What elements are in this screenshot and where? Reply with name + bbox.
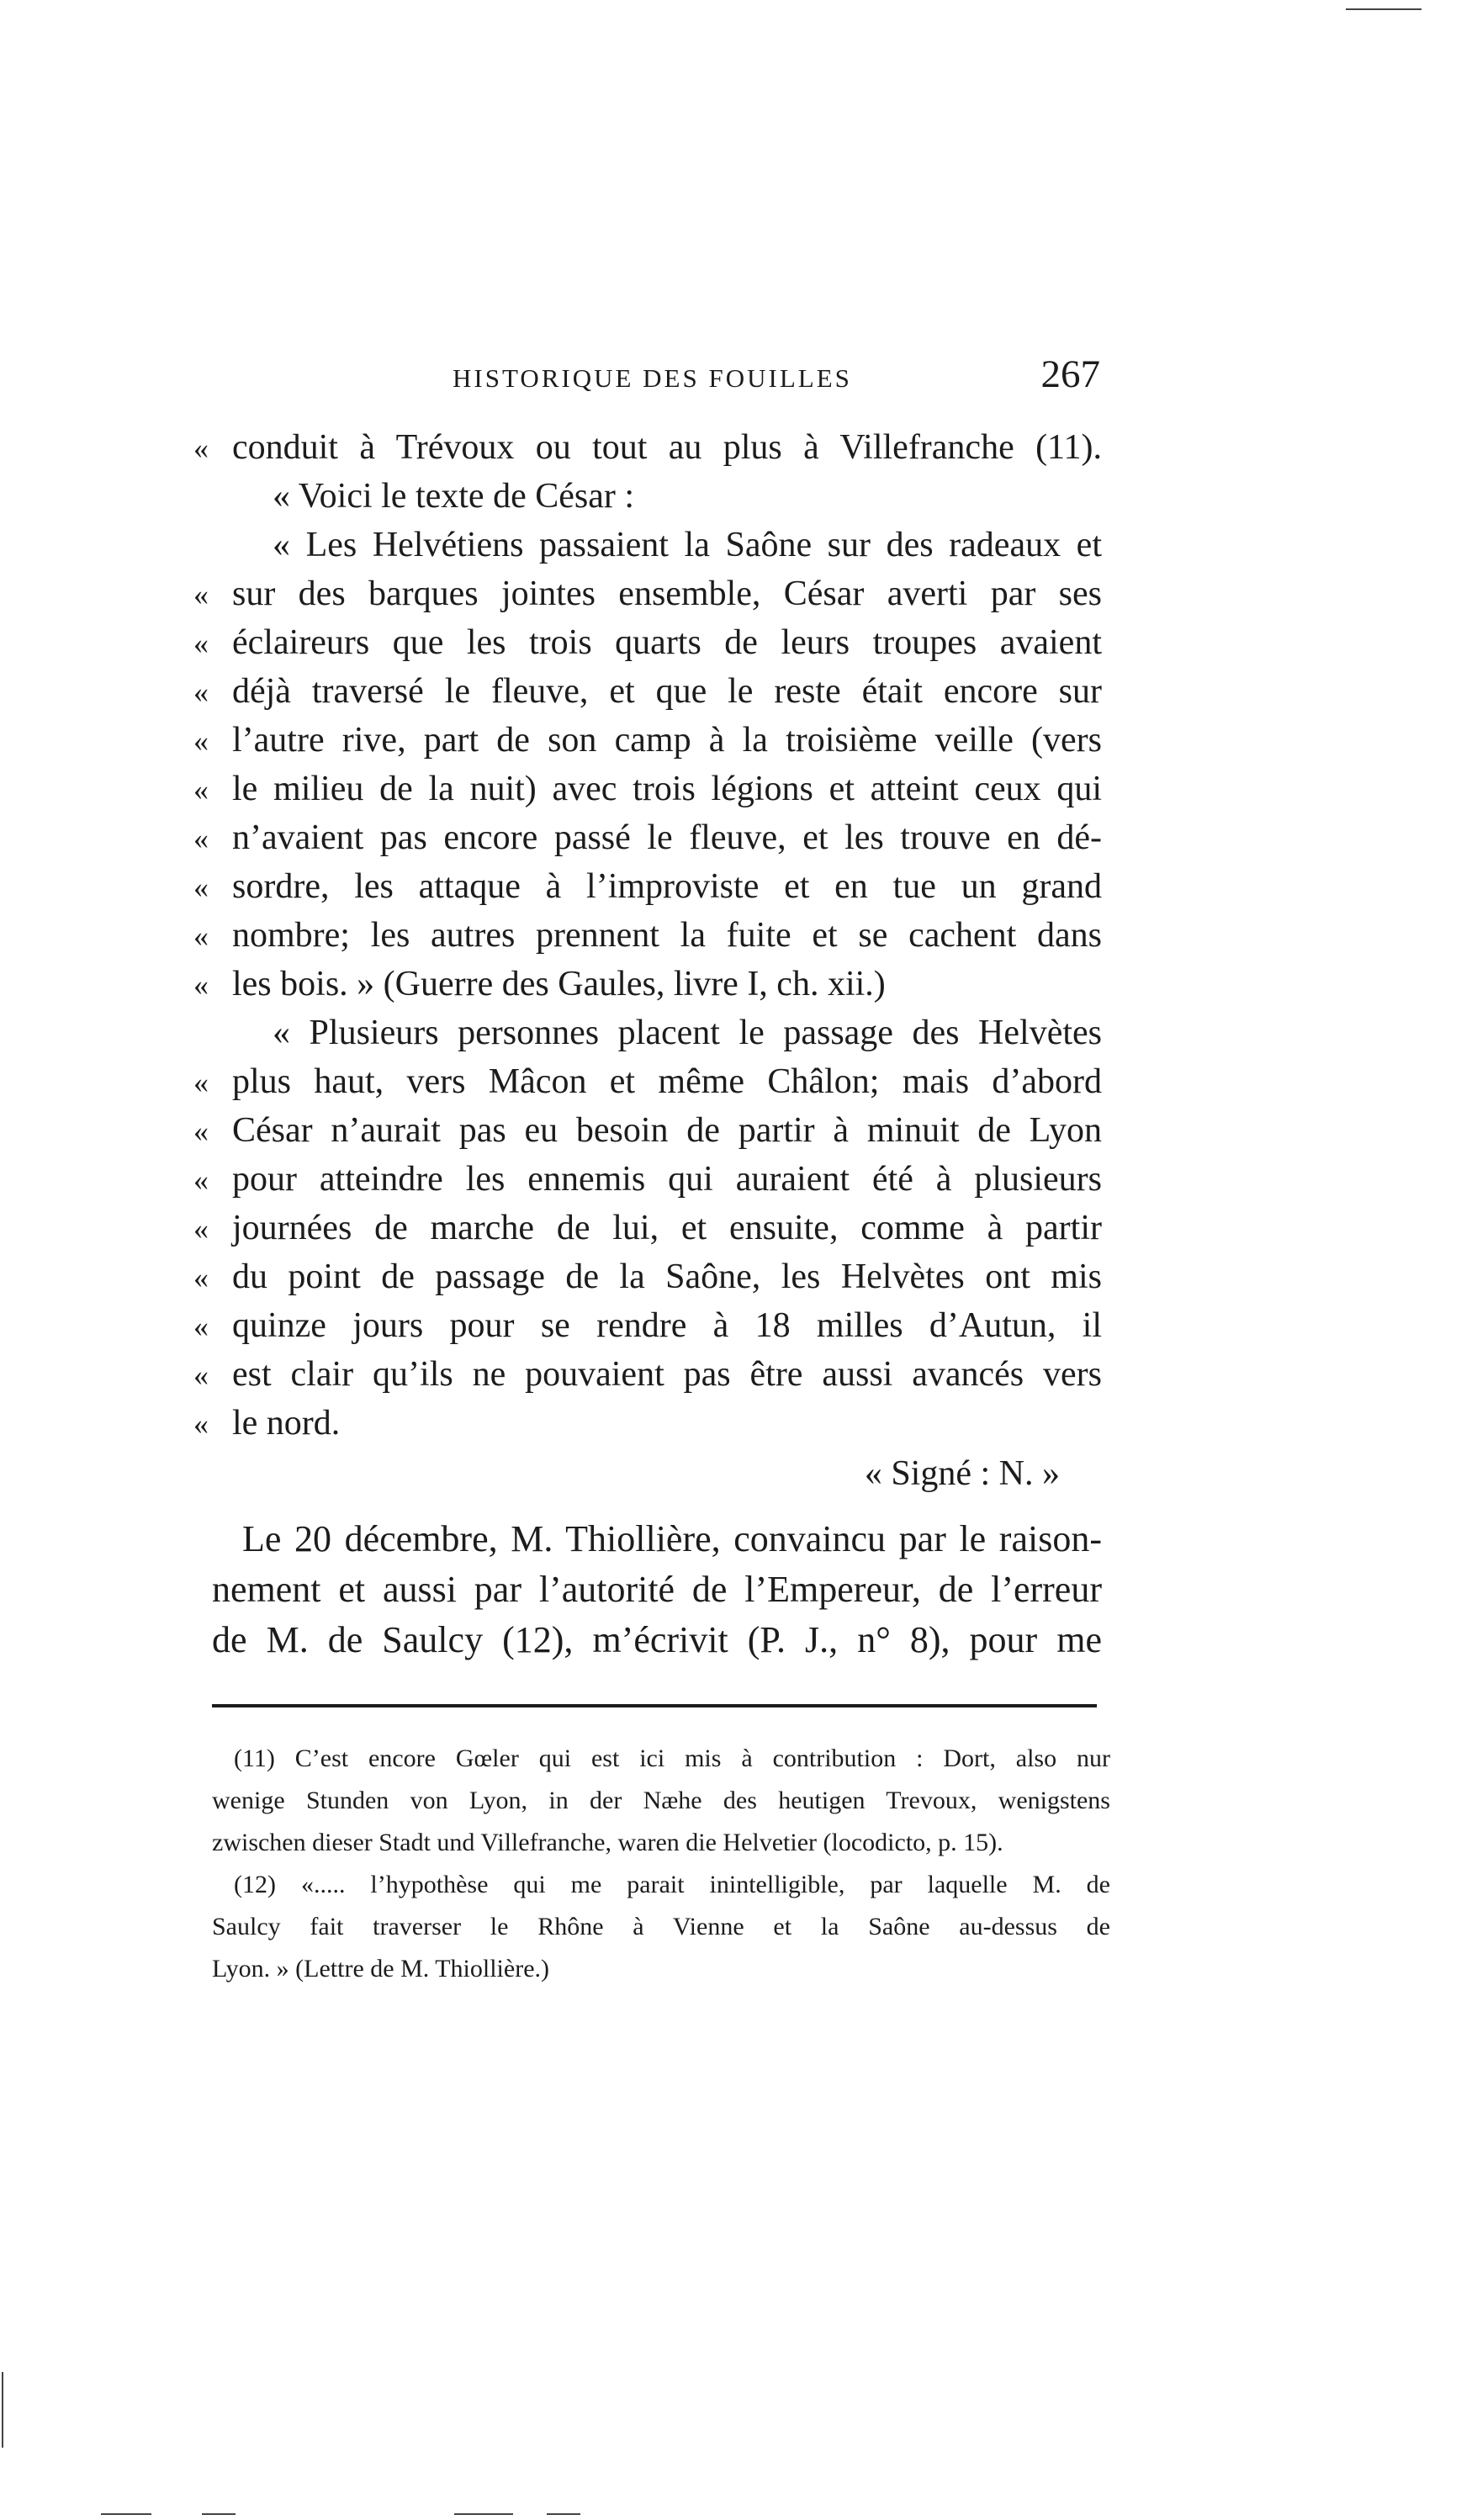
guillemet: « [193, 822, 209, 855]
text-line [193, 423, 1102, 472]
text-line [193, 618, 1102, 667]
line-text: César n’aurait pas eu besoin de partir à minuit de Lyon [232, 1111, 1102, 1150]
guillemet: « [193, 1261, 209, 1294]
line-text: les bois. » (Guerre des Gaules, livre I, ch. xii.) [232, 965, 886, 1003]
text-line [193, 1155, 1102, 1204]
scan-mark [454, 2513, 513, 2515]
text-line [193, 960, 1102, 1009]
text-line [193, 1252, 1102, 1301]
guillemet: « [193, 1212, 209, 1246]
line-text: journées de marche de lui, et ensuite, comme à partir [232, 1209, 1102, 1247]
text-line [193, 765, 1102, 813]
footnote-separator [212, 1704, 1097, 1707]
scan-mark [2, 2372, 3, 2448]
line-text: « Les Helvétiens passaient la Saône sur des radeaux et [273, 526, 1102, 564]
text-line [193, 1106, 1102, 1155]
line-text: du point de passage de la Saône, les Helvètes ont mis [232, 1257, 1102, 1296]
line-text: l’autre rive, part de son camp à la troisième veille (vers [232, 721, 1102, 760]
text-line [193, 813, 1102, 862]
line-text: sordre, les attaque à l’improviste et en tue un grand [232, 867, 1102, 906]
text-line [193, 862, 1102, 911]
page-header [453, 352, 1100, 410]
line-text: sur des barques jointes ensemble, César averti par ses [232, 574, 1102, 613]
text-line [193, 667, 1102, 716]
guillemet: « [193, 1407, 209, 1441]
line-text: n’avaient pas encore passé le fleuve, et les trouve en dé- [232, 818, 1102, 857]
line-text: quinze jours pour se rendre à 18 milles d’Autun, il [232, 1306, 1102, 1345]
scan-mark [202, 2513, 236, 2515]
text-line [193, 569, 1102, 618]
signature: « Signé : N. » [864, 1454, 1060, 1493]
text-line [193, 472, 1102, 521]
footnote-line: wenige Stunden von Lyon, in der Næhe des heutigen Trevoux, wenigstens [212, 1787, 1110, 1814]
text-line [193, 1301, 1102, 1350]
line-text: « Voici le texte de César : [273, 477, 635, 516]
running-head: HISTORIQUE DES FOUILLES [453, 363, 852, 393]
quoted-letter [193, 423, 1102, 1500]
text-line [193, 1204, 1102, 1252]
guillemet: « [193, 1358, 209, 1392]
guillemet: « [193, 968, 209, 1002]
scan-mark [547, 2513, 580, 2515]
text-line [193, 521, 1102, 569]
guillemet: « [193, 675, 209, 709]
guillemet: « [193, 871, 209, 904]
signature-line [193, 1448, 1102, 1500]
guillemet: « [193, 919, 209, 953]
line-text: pour atteindre les ennemis qui auraient été à plusieurs [232, 1160, 1102, 1199]
text-line [193, 1009, 1102, 1057]
footnote-line: (12) «..... l’hypothèse qui me parait inintelligible, par laquelle M. de [234, 1871, 1110, 1898]
text-line [193, 911, 1102, 960]
text-line [193, 716, 1102, 765]
line-text: nombre; les autres prennent la fuite et se cachent dans [232, 916, 1102, 955]
paragraph-line: de M. de Saulcy (12), m’écrivit (P. J., n° 8), pour me [212, 1619, 1102, 1660]
footnote-line: Lyon. » (Lettre de M. Thiollière.) [212, 1955, 550, 1983]
line-text: le nord. [232, 1404, 341, 1443]
line-text: éclaireurs que les trois quarts de leurs troupes avaient [232, 623, 1102, 662]
scan-mark [1346, 8, 1421, 10]
paragraph-line: Le 20 décembre, M. Thiollière, convaincu par le raison- [242, 1518, 1102, 1559]
footnote-line: zwischen dieser Stadt und Villefranche, waren die Helvetier (locodicto, p. 15). [212, 1829, 1003, 1856]
line-text: plus haut, vers Mâcon et même Châlon; mais d’abord [232, 1062, 1102, 1101]
scan-mark [101, 2513, 151, 2515]
text-line [193, 1057, 1102, 1106]
footnotes [212, 1738, 1110, 1990]
guillemet: « [193, 578, 209, 611]
line-text: conduit à Trévoux ou tout au plus à Villefranche (11). [232, 428, 1102, 467]
footnote-line: Saulcy fait traverser le Rhône à Vienne et la Saône au-dessus de [212, 1913, 1110, 1940]
page-number: 267 [1040, 352, 1100, 396]
guillemet: « [193, 724, 209, 758]
line-text: déjà traversé le fleuve, et que le reste était encore sur [232, 672, 1102, 711]
paragraph-line: nement et aussi par l’autorité de l’Empereur, de l’erreur [212, 1569, 1102, 1610]
line-text: le milieu de la nuit) avec trois légions et atteint ceux qui [232, 770, 1102, 808]
text-line [193, 1399, 1102, 1448]
line-text: est clair qu’ils ne pouvaient pas être aussi avancés vers [232, 1355, 1102, 1394]
guillemet: « [193, 431, 209, 465]
guillemet: « [193, 1310, 209, 1343]
footnote-line: (11) C’est encore Gœler qui est ici mis à contribution : Dort, also nur [234, 1744, 1110, 1772]
guillemet: « [193, 1114, 209, 1148]
text-line [193, 1350, 1102, 1399]
body-paragraph [212, 1514, 1102, 1665]
guillemet: « [193, 773, 209, 807]
guillemet: « [193, 1066, 209, 1099]
line-text: « Plusieurs personnes placent le passage des Helvètes [273, 1014, 1102, 1052]
guillemet: « [193, 627, 209, 660]
guillemet: « [193, 1163, 209, 1197]
